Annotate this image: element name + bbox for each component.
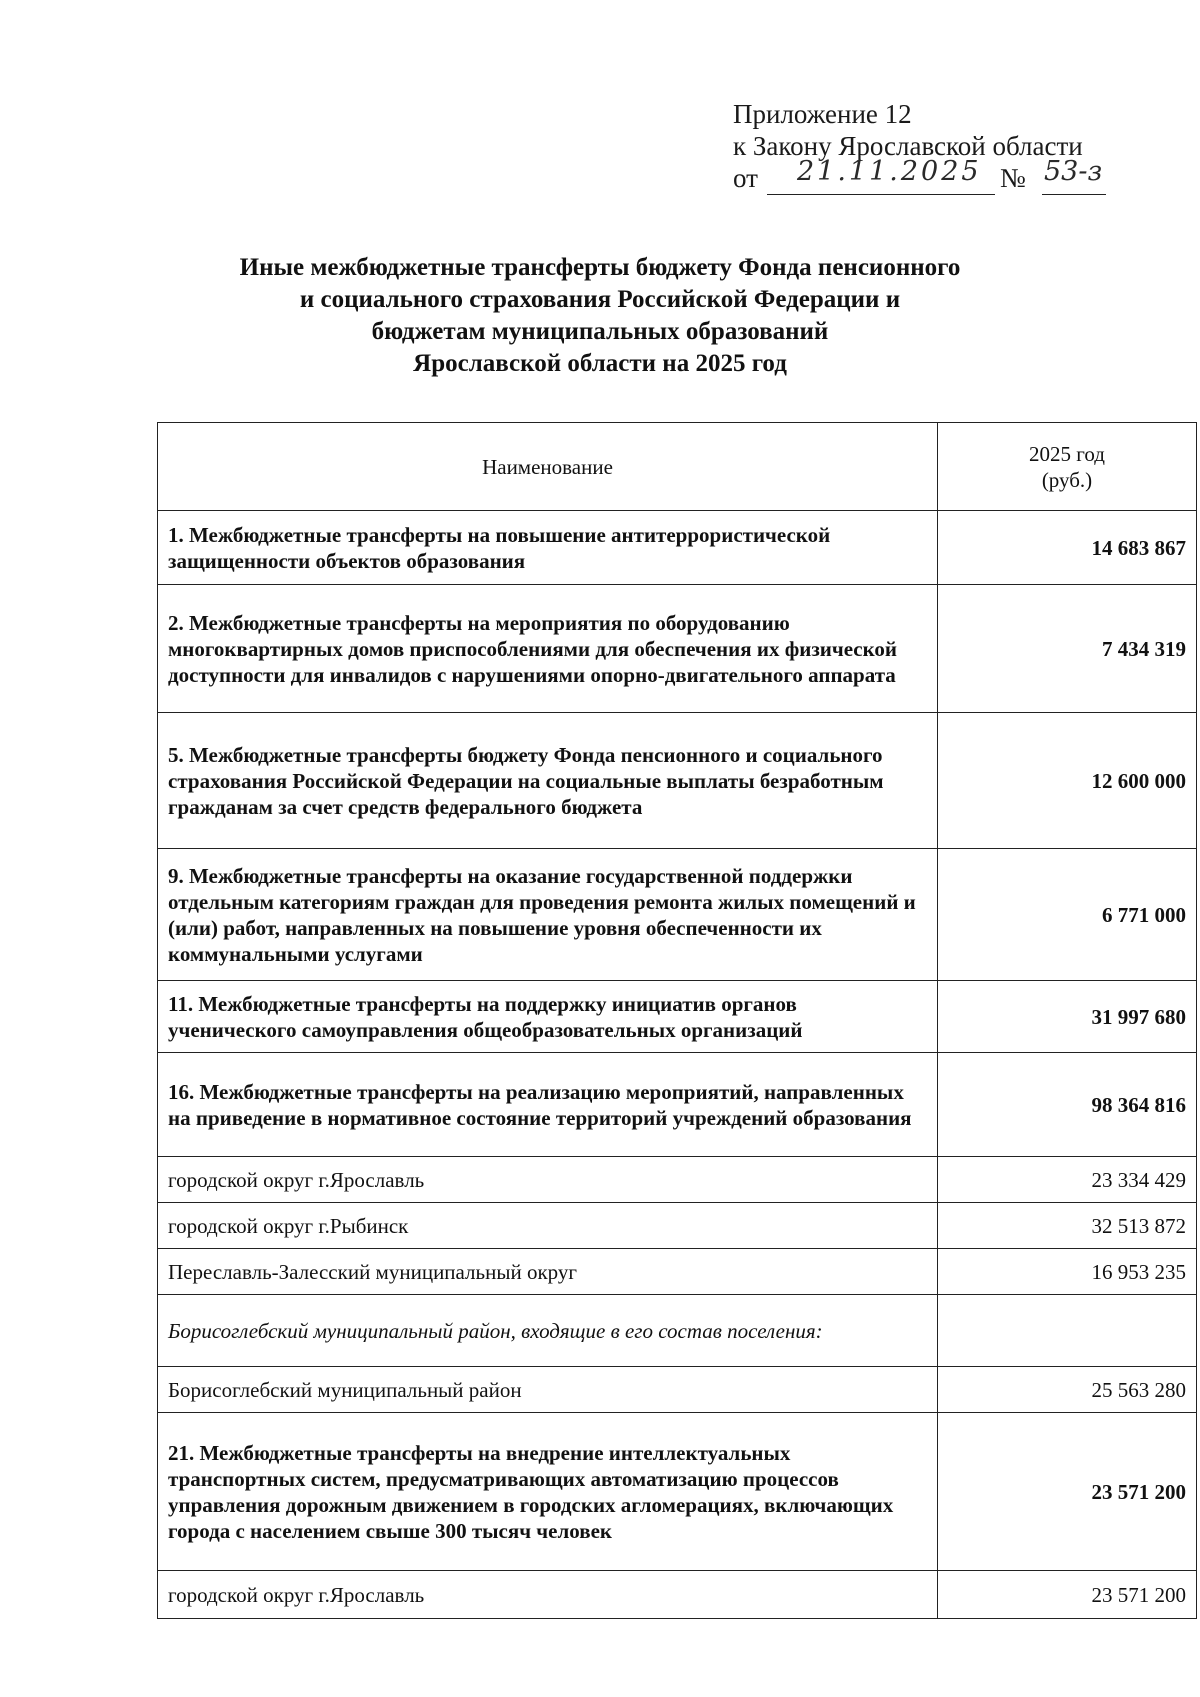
header-value-year: 2025 год [1029,441,1105,466]
row-name: Борисоглебский муниципальный район, входящие в его состав поселения: [158,1295,938,1367]
row-name: 2. Межбюджетные трансферты на мероприятия по оборудованию многоквартирных домов приспособлениями для обеспечения их физической доступности для инвалидов с нарушениями опорно-двигательного аппарата [158,585,938,713]
title-line-1: Иные межбюджетные трансферты бюджету Фонда пенсионного [239,254,961,281]
row-name: Переславль-Залесский муниципальный округ [158,1249,938,1295]
date-prefix: от [733,163,758,193]
table-row [158,1367,1197,1413]
appendix-number: Приложение 12 [733,99,912,129]
document-title [160,252,1040,380]
row-name: 21. Межбюджетные трансферты на внедрение интеллектуальных транспортных систем, предусматривающих автоматизацию процессов управления дорожным движением в городских агломерациях, включающих города с населением свыше 300 тысяч человек [158,1413,938,1571]
table-row [158,1157,1197,1203]
table-row [158,1295,1197,1367]
number-field [1042,156,1106,195]
header-name: Наименование [158,423,938,511]
transfers-table [157,422,1197,1619]
appendix-law-reference: к Закону Ярославской области [733,131,1083,161]
row-value: 98 364 816 [938,1053,1197,1157]
appendix-date-number-line [733,156,1103,202]
table-header-row [158,423,1197,511]
row-value: 25 563 280 [938,1367,1197,1413]
appendix-header [733,98,1103,202]
row-value: 31 997 680 [938,981,1197,1053]
row-value: 23 571 200 [938,1571,1197,1619]
table-row [158,713,1197,849]
title-line-3: бюджетам муниципальных образований [371,318,829,345]
row-value: 6 771 000 [938,849,1197,981]
table-row [158,849,1197,981]
row-name: Борисоглебский муниципальный район [158,1367,938,1413]
row-name: 1. Межбюджетные трансферты на повышение антитеррористической защищенности объектов образования [158,511,938,585]
table-row [158,511,1197,585]
table-row [158,1413,1197,1571]
row-value: 23 571 200 [938,1413,1197,1571]
row-name: городской округ г.Ярославль [158,1157,938,1203]
title-line-4: Ярославской области на 2025 год [413,350,787,377]
table-row [158,1203,1197,1249]
row-name: городской округ г.Рыбинск [158,1203,938,1249]
row-value: 32 513 872 [938,1203,1197,1249]
row-value: 14 683 867 [938,511,1197,585]
row-value [938,1295,1197,1367]
date-field [767,156,995,195]
table-row [158,1249,1197,1295]
table-row [158,1571,1197,1619]
row-name: 16. Межбюджетные трансферты на реализацию мероприятий, направленных на приведение в нормативное состояние территорий учреждений образования [158,1053,938,1157]
row-name: 5. Межбюджетные трансферты бюджету Фонда пенсионного и социального страхования Российской Федерации на социальные выплаты безработным гражданам за счет средств федерального бюджета [158,713,938,849]
table-row [158,585,1197,713]
handwritten-number: 53-з [1044,156,1103,187]
header-value [938,423,1197,511]
handwritten-date: 21.11.2025 [797,156,982,187]
row-name: 11. Межбюджетные трансферты на поддержку инициатив органов ученического самоуправления общеобразовательных организаций [158,981,938,1053]
header-value-unit: (руб.) [1041,467,1093,492]
title-line-2: и социального страхования Российской Федерации и [299,286,901,313]
row-name: городской округ г.Ярославль [158,1571,938,1619]
number-sign: № [1000,163,1026,193]
table-row [158,1053,1197,1157]
row-value: 16 953 235 [938,1249,1197,1295]
row-name: 9. Межбюджетные трансферты на оказание государственной поддержки отдельным категориям граждан для проведения ремонта жилых помещений и (или) работ, направленных на повышение уровня обеспеченности их коммунальными услугами [158,849,938,981]
row-value: 23 334 429 [938,1157,1197,1203]
row-value: 7 434 319 [938,585,1197,713]
table-row [158,981,1197,1053]
row-value: 12 600 000 [938,713,1197,849]
